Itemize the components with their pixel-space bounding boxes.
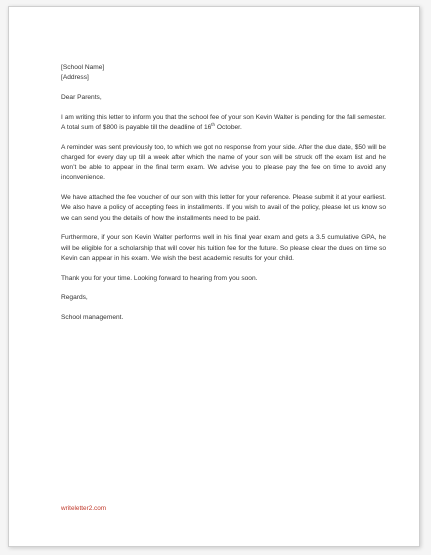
salutation: Dear Parents,: [61, 94, 102, 101]
paragraph-reminder: A reminder was sent previously too, to which we got no response from your side. After the due date, $50 will be charged for every day up till a week after which the name of your son will be struck off the exam list and he won’t be able to appear in the final term exam. We advise you to please pay the fee on time to avoid any inconvenience.: [61, 143, 386, 182]
signature: School management.: [61, 314, 124, 322]
paragraph-fee-pending: [61, 113, 386, 133]
closing-note: Thank you for your time. Looking forward to hearing from you soon.: [61, 274, 258, 282]
letter-page: [8, 6, 420, 547]
letter-body: [61, 63, 386, 333]
paragraph-fee-pending-text: I am writing this letter to inform you that the school fee of your son Kevin Walter is pending for the fall semester. A total sum of $800 is payable till the deadline of 16: [61, 113, 386, 131]
regards: Regards,: [61, 294, 88, 302]
website-link[interactable]: writeletter2.com: [61, 505, 107, 512]
school-address: [Address]: [61, 74, 89, 82]
school-name: [School Name]: [61, 64, 105, 71]
paragraph-fee-pending-end: October.: [215, 124, 242, 131]
paragraph-scholarship: Furthermore, if your son Kevin Walter performs well in his final year exam and gets a 3.5 cumulative GPA, he will be eligible for a scholarship that will cover his tuition fee for the future. So please clear the dues on time so Kevin can appear in his exam. We wish the best academic results for your child.: [61, 234, 386, 262]
address-block: [61, 63, 386, 83]
paragraph-voucher: We have attached the fee voucher of our son with this letter for your reference. Please submit it at your earliest. We also have a policy of accepting fees in installments. If you wish to avail of the policy, please let us know so we can send you the details of how the installments need to be paid.: [61, 194, 386, 222]
ordinal-suffix: th: [211, 121, 216, 127]
